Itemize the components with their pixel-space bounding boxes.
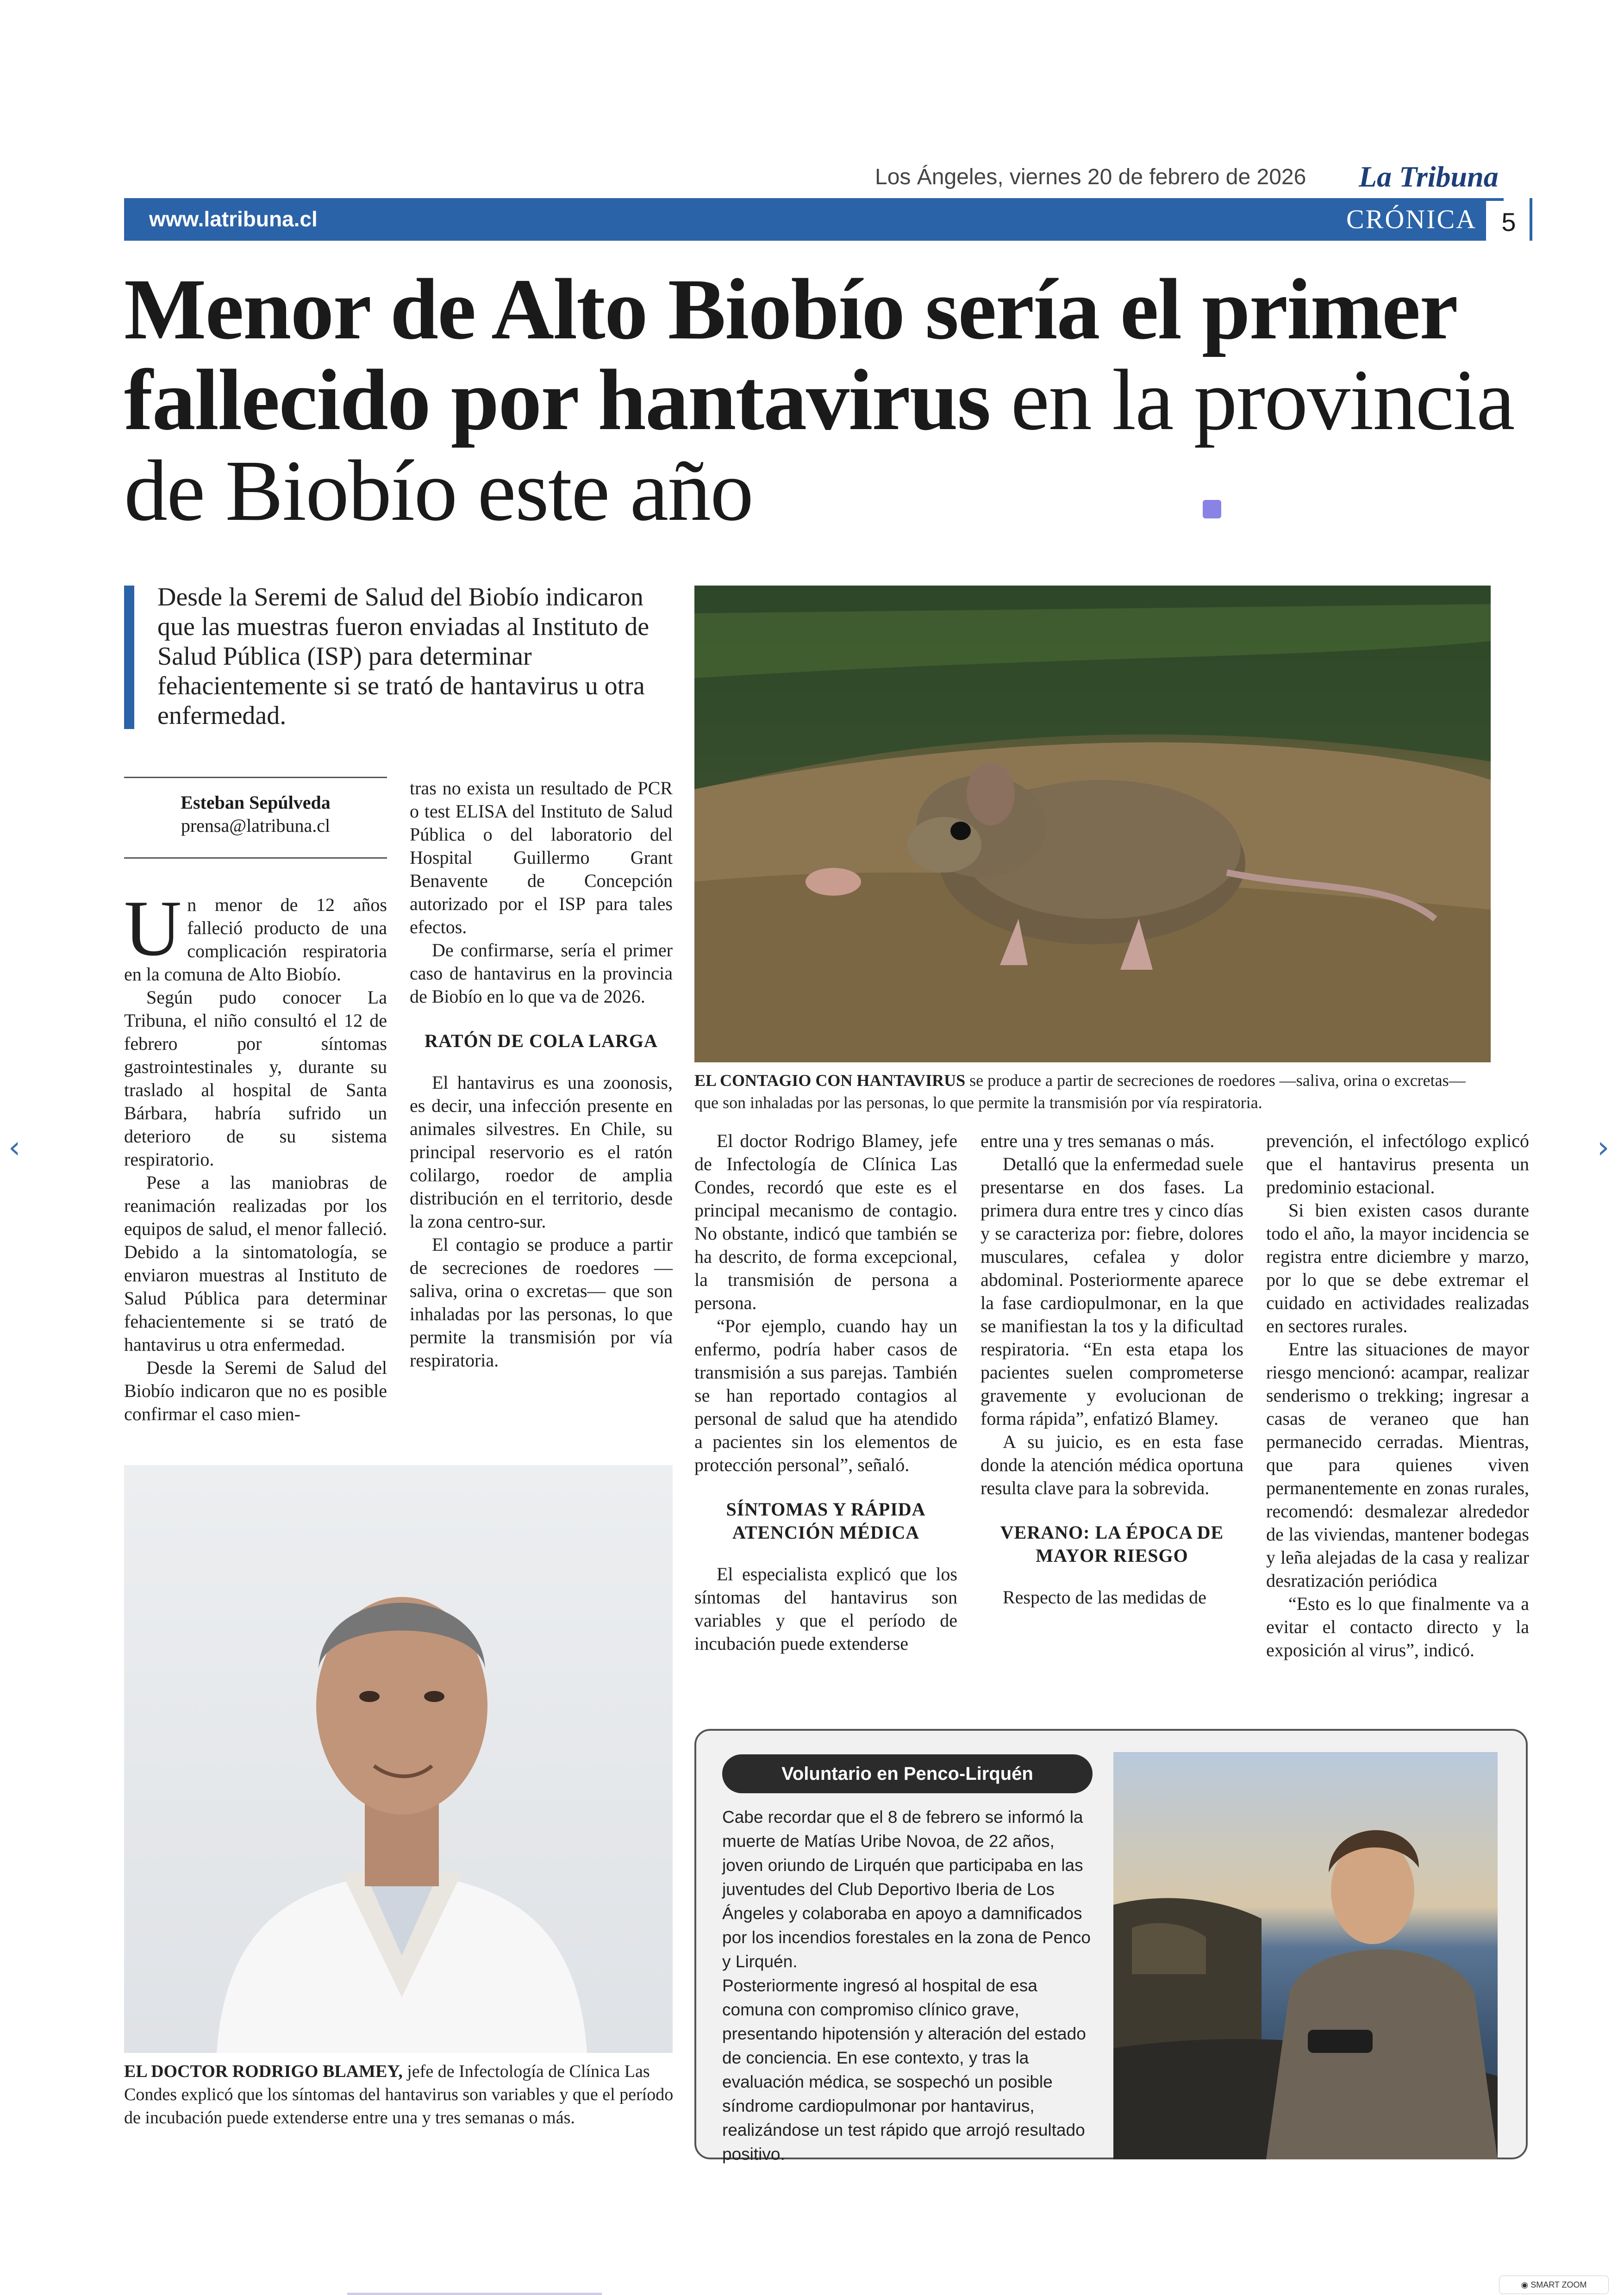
photo-mouse <box>694 586 1491 1062</box>
site-url[interactable]: www.latribuna.cl <box>149 207 318 231</box>
section-label: CRÓNICA <box>1346 204 1477 234</box>
doctor-caption-bold: EL DOCTOR RODRIGO BLAMEY, <box>124 2062 403 2081</box>
mouse-caption-text: se produce a partir de secreciones de roedores —saliva, orina o excretas— que son inhaladas por las personas, lo que permite la transmisión por vía respiratoria. <box>694 1071 1466 1112</box>
sidebar-box-title: Voluntario en Penco-Lirquén <box>722 1754 1093 1793</box>
doctor-caption-text: jefe de Infectología de Clínica Las Condes explicó que los síntomas del hantavirus son variables y que el período de incubación puede extenderse entre una y tres semanas o más. <box>124 2062 674 2127</box>
col1-p1: n menor de 12 años falleció producto de una complicación respiratoria en la comuna de Alto Biobío. <box>124 894 387 985</box>
next-page-arrow[interactable]: › <box>1597 1129 1610 1165</box>
smart-zoom-label: SMART ZOOM <box>1530 2280 1587 2289</box>
col2-p2: De confirmarse, sería el primer caso de hantavirus en la provincia de Biobío en lo que va de 2026. <box>410 940 673 1007</box>
col5-p4: “Esto es lo que finalmente va a evitar el contacto directo y la exposición al virus”, indicó. <box>1266 1593 1529 1660</box>
deck-bar <box>124 586 134 729</box>
mouse-caption <box>694 1069 1491 1114</box>
dropcap: U <box>124 885 182 973</box>
col4-p4: Respecto de las medidas de <box>1003 1587 1206 1608</box>
newspaper-logo[interactable]: La Tribuna <box>1359 160 1499 193</box>
col1-p4: Desde la Seremi de Salud del Biobío indicaron que no es posible confirmar el caso mien- <box>124 1357 387 1424</box>
col3-p1: El doctor Rodrigo Blamey, jefe de Infectología de Clínica Las Condes, recordó que este es el principal mecanismo de contagio. No obstante, indicó que también se ha descrito, de forma excepcional, la transmisión de persona a persona. <box>694 1130 957 1313</box>
col4-p1: entre una y tres semanas o más. <box>981 1130 1215 1151</box>
box-p2: Posteriormente ingresó al hospital de esa comuna con compromiso clínico grave, presentando hipotensión y alteración del estado de conciencia. En ese contexto, y tras la evaluación médica, se sospechó un posible síndrome cardiopulmonar por hantavirus, realizándose un test rápido que arrojó resultado positivo. <box>722 1976 1086 2164</box>
sidebar-box-text <box>722 1805 1097 2166</box>
col1-p3: Pese a las maniobras de reanimación realizadas por los equipos de salud, el menor falleció. Debido a la sintomatología, se enviaron muestras al Instituto de Salud Pública para determinar fehacientemente si se trató de hantavirus u otra enfermedad. <box>124 1172 387 1355</box>
deck: Desde la Seremi de Salud del Biobío indicaron que las muestras fueron enviadas al Instituto de Salud Pública (ISP) para determinar fehacientemente si se trató de hantavirus u otra enfermedad. <box>157 583 650 730</box>
col2-p3: El hantavirus es una zoonosis, es decir, una infección presente en animales silvestres. En Chile, su principal reservorio es el ratón colilargo, roedor de amplia distribución en el territorio, desde la zona centro-sur. <box>410 1072 673 1232</box>
col4-p2: Detalló que la enfermedad suele presentarse en dos fases. La primera dura entre tres y cinco días y se caracteriza por: fiebre, dolores musculares, cefalea y dolor abdominal. Posteriormente aparece la fase cardiopulmonar, en la que se manifiestan la tos y la dificultad respiratoria. “En esta etapa los pacientes suelen comprometerse gravemente y evolucionan de forma rápida”, enfatizó Blamey. <box>981 1154 1243 1429</box>
article-column-3 <box>694 1129 957 1655</box>
scrollbar[interactable] <box>347 2293 602 2295</box>
headline-bold: Menor de Alto Biobío sería el primer fallecido por hantavirus <box>124 261 1456 448</box>
article-column-1 <box>124 885 387 1426</box>
col1-p2: Según pudo conocer La Tribuna, el niño consultó el 12 de febrero por síntomas gastrointestinales y, durante su traslado al hospital de Santa Bárbara, habría sufrido un deterioro de su sistema respiratorio. <box>124 987 387 1170</box>
young-man-illustration <box>1113 1752 1498 2159</box>
col2-p1: tras no exista un resultado de PCR o test ELISA del Instituto de Salud Pública o del laboratorio del Hospital Guillermo Grant Benavente de Concepción autorizado por el ISP para tales efectos. <box>410 778 673 937</box>
article-column-5 <box>1266 1129 1529 1662</box>
author-name: Esteban Sepúlveda <box>181 792 331 813</box>
subheading-verano: VERANO: LA ÉPOCA DE MAYOR RIESGO <box>1000 1522 1224 1566</box>
doctor-caption <box>124 2060 680 2129</box>
headline-rest: en la provincia de Biobío este año <box>124 351 1514 539</box>
headline <box>124 261 1518 539</box>
bookmark-icon[interactable] <box>1203 500 1221 518</box>
byline-rule-bottom <box>124 857 387 859</box>
subheading-raton: RATÓN DE COLA LARGA <box>425 1030 658 1051</box>
dateline: Los Ángeles, viernes 20 de febrero de 2026 <box>875 165 1306 189</box>
col2-p4: El contagio se produce a partir de secreciones de roedores —saliva, orina o excretas— que son inhaladas por las personas, lo que permite la transmisión por vía respiratoria. <box>410 1234 673 1371</box>
doctor-illustration <box>124 1465 673 2053</box>
col3-p3: El especialista explicó que los síntomas del hantavirus son variables y que el período de incubación puede extenderse <box>694 1564 957 1654</box>
prev-page-arrow[interactable]: ‹ <box>8 1129 21 1165</box>
photo-doctor <box>124 1465 673 2053</box>
article-column-4 <box>981 1129 1243 1609</box>
eye-icon: ◉ <box>1521 2280 1531 2289</box>
col3-p2: “Por ejemplo, cuando hay un enfermo, podría haber casos de transmisión a sus parejas. También se han reportado contagios al personal de salud que ha atendido a pacientes sin los elementos de protección personal”, señaló. <box>694 1316 957 1475</box>
box-p1: Cabe recordar que el 8 de febrero se informó la muerte de Matías Uribe Novoa, de 22 años, joven oriundo de Lirquén que participaba en las juventudes del Club Deportivo Iberia de Los Ángeles y colaboraba en apoyo a damnificados por los incendios forestales en la zona de Penco y Lirquén. <box>722 1808 1091 1971</box>
page-rule <box>1530 198 1532 241</box>
mouse-illustration <box>694 586 1491 1062</box>
subheading-sintomas: SÍNTOMAS Y RÁPIDA ATENCIÓN MÉDICA <box>726 1499 926 1543</box>
byline-rule <box>124 777 387 778</box>
article-column-2 <box>410 777 673 1372</box>
photo-young-man <box>1113 1752 1498 2159</box>
col4-p3: A su juicio, es en esta fase donde la atención médica oportuna resulta clave para la sobrevida. <box>981 1431 1243 1498</box>
mouse-caption-bold: EL CONTAGIO CON HANTAVIRUS <box>694 1071 966 1090</box>
section-bar <box>124 198 1504 241</box>
author-email[interactable]: prensa@latribuna.cl <box>181 815 331 836</box>
col5-p1: prevención, el infectólogo explicó que el hantavirus presenta un predominio estacional. <box>1266 1130 1529 1197</box>
smart-zoom-button[interactable] <box>1499 2276 1609 2294</box>
col5-p3: Entre las situaciones de mayor riesgo mencionó: acampar, realizar senderismo o trekking; ingresar a casas de veraneo que han permanecido cerradas. Mientras, que para quienes viven permanentemente en zonas rurales, recomendó: desmalezar alrededor de las viviendas, mantener bodegas y leña alejadas de la casa y realizar desratización periódica <box>1266 1339 1529 1591</box>
page-number: 5 <box>1486 201 1531 243</box>
col5-p2: Si bien existen casos durante todo el año, la mayor incidencia se registra entre diciembre y marzo, por lo que se debe extremar el cuidado en actividades realizadas en sectores rurales. <box>1266 1200 1529 1336</box>
